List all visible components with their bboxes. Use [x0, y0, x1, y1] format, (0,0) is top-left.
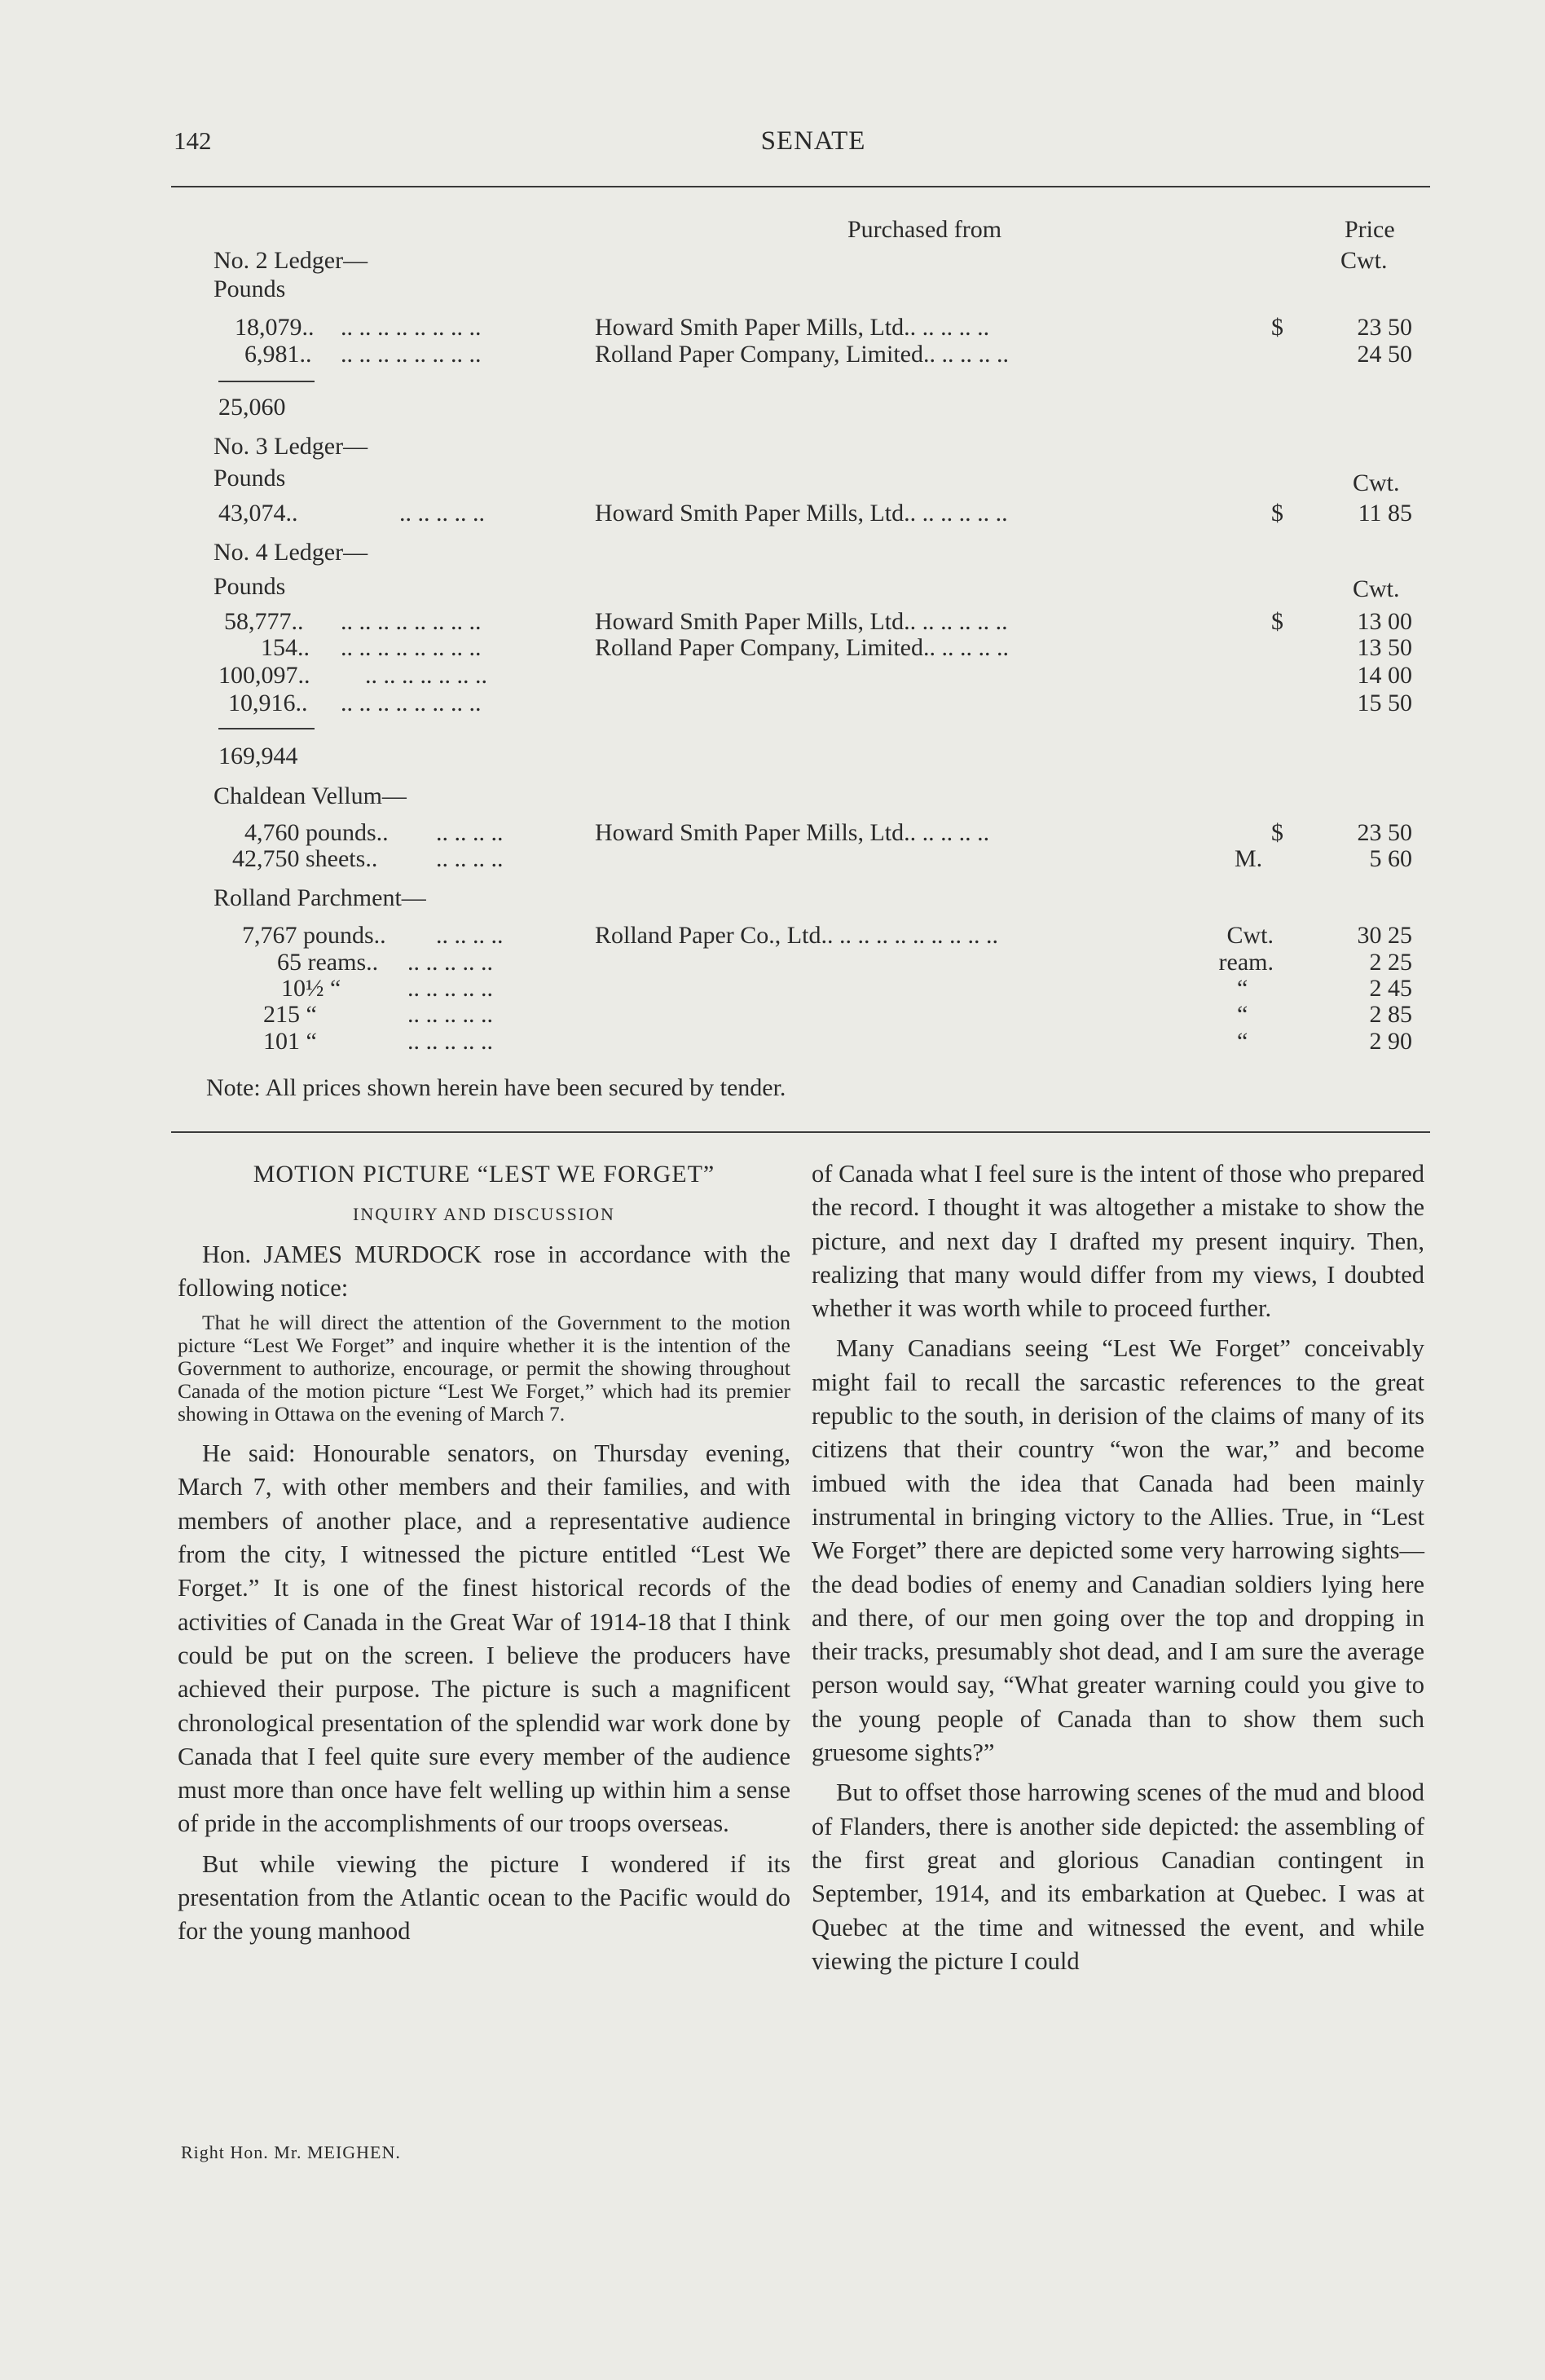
header-rule: [171, 186, 1430, 187]
article-subtitle: INQUIRY AND DISCUSSION: [353, 1204, 615, 1225]
leader-dots: .. .. .. .. ..: [407, 949, 493, 976]
total-cell: 25,060: [218, 394, 286, 421]
qty-cell: 18,079..: [235, 314, 315, 341]
unit-cell: ream.: [1218, 949, 1274, 976]
price-cell: 5 60: [1369, 845, 1412, 872]
leader-dots: .. .. .. .. .. .. .. ..: [341, 314, 482, 341]
unit-cell: “: [1237, 1028, 1248, 1055]
section-title: Chaldean Vellum—: [213, 782, 407, 809]
leader-dots: .. .. .. .. ..: [407, 1001, 493, 1028]
unit-cell: “: [1237, 975, 1248, 1002]
price-cell: 13 00: [1357, 608, 1412, 635]
supplier-cell: Rolland Paper Co., Ltd.. .. .. .. .. .. .. .. .. ..: [595, 922, 998, 949]
leader-dots: .. .. .. .. .. .. .. ..: [341, 341, 482, 368]
leader-dots: .. .. .. ..: [436, 819, 504, 846]
leader-dots: .. .. .. .. .. .. .. ..: [341, 634, 482, 661]
leader-dots: .. .. .. ..: [436, 922, 504, 949]
price-cell: 14 00: [1357, 662, 1412, 689]
notice-text: That he will direct the attention of the Government to the motion picture “Lest We Forget” and inquire whether it is the intention of the Government to authorize, encourage, or permit the showing throughout Canada of the motion picture “Lest We Forget,” which had its premier showing in Ottawa on the evening of March 7.: [178, 1311, 790, 1426]
unit-header: Cwt.: [1353, 575, 1400, 602]
paragraph: But while viewing the picture I wondered if its presentation from the Atlantic ocean to the Pacific would do for the young manhood: [178, 1849, 790, 1946]
article-intro: Hon. JAMES MURDOCK rose in accordance with the following notice:: [178, 1240, 790, 1302]
total-cell: 169,944: [218, 743, 298, 769]
leader-dots: .. .. .. .. .. .. ..: [365, 662, 487, 689]
leader-dots: .. .. .. .. ..: [407, 975, 493, 1002]
qty-cell: 65 reams..: [277, 949, 379, 976]
price-cell: 11 85: [1358, 500, 1412, 527]
page-title: SENATE: [760, 126, 866, 156]
unit-cell: “: [1237, 1001, 1248, 1028]
footer-speaker: Right Hon. Mr. MEIGHEN.: [181, 2142, 401, 2162]
supplier-cell: Howard Smith Paper Mills, Ltd.. .. .. .. ..: [595, 314, 990, 341]
qty-label: Pounds: [213, 465, 286, 491]
supplier-cell: Howard Smith Paper Mills, Ltd.. .. .. .. ..: [595, 819, 990, 846]
qty-label: Pounds: [213, 573, 286, 600]
qty-cell: 6,981..: [244, 341, 312, 368]
article-title: MOTION PICTURE “LEST WE FORGET”: [253, 1161, 715, 1188]
supplier-cell: Rolland Paper Company, Limited.. .. .. .. ..: [595, 341, 1009, 368]
qty-cell: 7,767 pounds..: [242, 922, 386, 949]
qty-label: Pounds: [213, 275, 286, 302]
qty-cell: 58,777..: [224, 608, 304, 635]
paragraph: But to offset those harrowing scenes of the mud and blood of Flanders, there is another side depicted: the assembling of the first great and glorious Canadian contingent in September, 1914, and its embarkation at Quebec. I was at Quebec at the time and witnessed the event, and while viewing the picture I could: [812, 1778, 1424, 1975]
qty-cell: 100,097..: [218, 662, 310, 689]
col-purchased-header: Purchased from: [847, 216, 1002, 243]
col-price-header: Price: [1345, 216, 1395, 243]
leader-dots: .. .. .. .. ..: [399, 500, 485, 527]
page-number: 142: [174, 126, 212, 155]
leader-dots: .. .. .. .. .. .. .. ..: [341, 608, 482, 635]
price-cell: 2 25: [1369, 949, 1412, 976]
supplier-cell: Howard Smith Paper Mills, Ltd.. .. .. .. .. ..: [595, 608, 1008, 635]
section-title: No. 3 Ledger—: [213, 433, 368, 460]
unit-cell: $: [1271, 819, 1283, 846]
qty-cell: 4,760 pounds..: [244, 819, 389, 846]
qty-cell: 154..: [261, 634, 310, 661]
supplier-cell: Rolland Paper Company, Limited.. .. .. .. ..: [595, 634, 1009, 661]
article-right-column: [812, 1157, 1424, 1985]
leader-dots: .. .. .. .. .. .. .. ..: [341, 690, 482, 716]
price-cell: 23 50: [1357, 314, 1412, 341]
section-title: Rolland Parchment—: [213, 884, 426, 911]
price-cell: 2 85: [1369, 1001, 1412, 1028]
qty-cell: 43,074..: [218, 500, 298, 527]
paragraph: Many Canadians seeing “Lest We Forget” conceivably might fail to recall the sarcastic references to the great republic to the south, in derision of the claims of many of its citizens that their country “won the war,” and become imbued with the idea that Canada had been mainly instrumental in bringing victory to the Allies. True, in “Lest We Forget” there are depicted some very harrowing sights—the dead bodies of enemy and Canadian soldiers lying here and there, of our men going over the top and dropping in their tracks, presumably shot dead, and I am sure the average person would say, “What greater warning could you give to the young people of Canada than to show them such gruesome sights?”: [812, 1334, 1424, 1767]
price-cell: 2 90: [1369, 1028, 1412, 1055]
section-title: No. 2 Ledger—: [213, 247, 368, 274]
leader-dots: .. .. .. ..: [436, 845, 504, 872]
table-note: Note: All prices shown herein have been secured by tender.: [206, 1074, 786, 1101]
price-cell: 13 50: [1357, 634, 1412, 661]
price-cell: 30 25: [1357, 922, 1412, 949]
paragraph: of Canada what I feel sure is the intent of those who prepared the record. I thought it was altogether a mistake to show the picture, and next day I drafted my present inquiry. Then, realizing that many would differ from my views, I doubted whether it was worth while to proceed further.: [812, 1160, 1424, 1323]
price-cell: 24 50: [1357, 341, 1412, 368]
unit-cell: $: [1271, 314, 1283, 341]
price-cell: 15 50: [1357, 690, 1412, 716]
unit-cell: $: [1271, 500, 1283, 527]
paragraph: He said: Honourable senators, on Thursday evening, March 7, with other members and their families, and with members of another place, and a representative audience from the city, I witnessed the picture entitled “Lest We Forget.” It is one of the finest historical records of the activities of Canada in the Great War of 1914-18 that I think could be put on the screen. I believe the producers have achieved their purpose. The picture is such a magnificent chronological presentation of the splendid war work done by Canada that I feel quite sure every member of the audience must more than once have felt welling up within him a sense of pride in the accomplishments of our troops overseas.: [178, 1439, 790, 1838]
qty-cell: 101 “: [263, 1028, 317, 1055]
leader-dots: .. .. .. .. ..: [407, 1028, 493, 1055]
price-cell: 23 50: [1357, 819, 1412, 846]
unit-cell: $: [1271, 608, 1283, 635]
unit-header: Cwt.: [1340, 247, 1388, 274]
unit-cell: M.: [1235, 845, 1263, 872]
supplier-cell: Howard Smith Paper Mills, Ltd.. .. .. .. .. ..: [595, 500, 1008, 527]
qty-cell: 10,916..: [228, 690, 308, 716]
article-left-column: [178, 1157, 790, 1955]
price-cell: 2 45: [1369, 975, 1412, 1002]
sum-rule: [218, 381, 315, 382]
unit-header: Cwt.: [1353, 469, 1400, 496]
unit-cell: Cwt.: [1226, 922, 1274, 949]
qty-cell: 10½ “: [281, 975, 341, 1002]
sum-rule: [218, 728, 315, 729]
qty-cell: 42,750 sheets..: [232, 845, 378, 872]
qty-cell: 215 “: [263, 1001, 317, 1028]
section-rule: [171, 1131, 1430, 1133]
section-title: No. 4 Ledger—: [213, 539, 368, 566]
